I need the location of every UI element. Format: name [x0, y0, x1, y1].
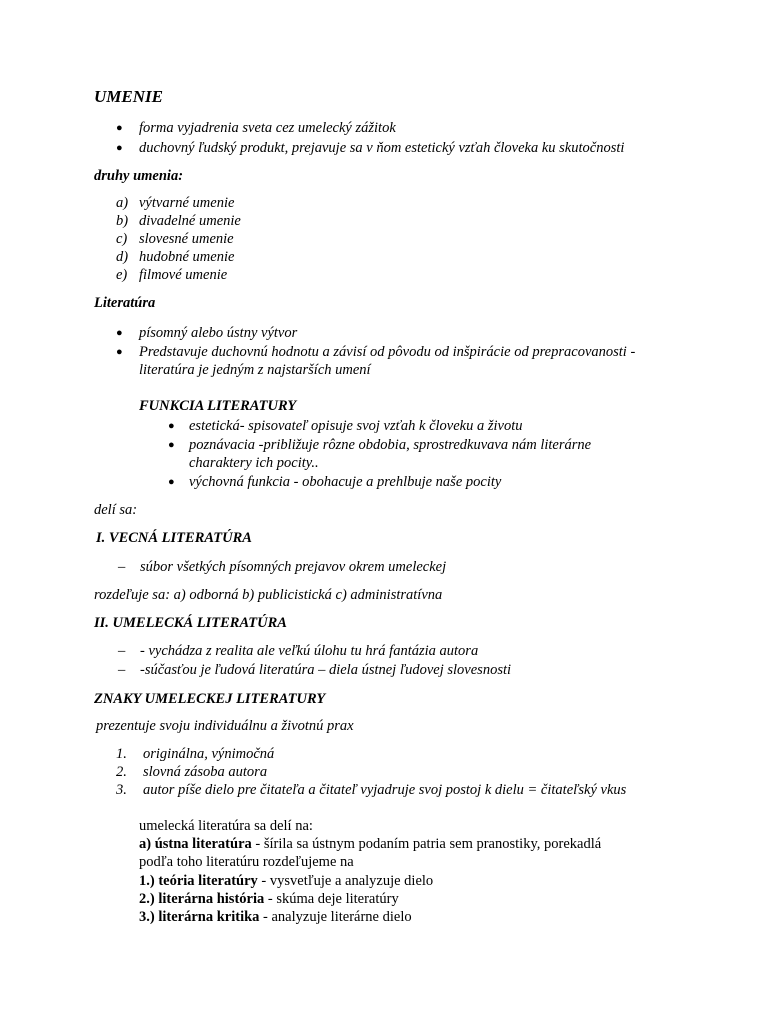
term-bold: 1.) teória literatúry: [139, 873, 258, 889]
page-title: UMENIE: [94, 87, 163, 106]
bullet-icon: ●: [116, 327, 123, 339]
list-item: estetická- spisovateľ opisuje svoj vzťah k človeku a životu: [189, 418, 523, 434]
paragraph: [139, 872, 433, 890]
list-item-continuation: literatúra je jedným z najstarších umení: [139, 362, 371, 378]
list-marker: b): [116, 213, 129, 229]
list-item: slovesné umenie: [139, 231, 234, 247]
list-marker: d): [116, 249, 129, 265]
paragraph: delí sa:: [94, 502, 138, 518]
section-heading: FUNKCIA LITERATURY: [139, 398, 297, 414]
list-marker: e): [116, 267, 128, 283]
term-bold: a) ústna literatúra: [139, 836, 252, 852]
list-item: písomný alebo ústny výtvor: [139, 325, 298, 341]
list-item: autor píše dielo pre čitateľa a čitateľ vyjadruje svoj postoj k dielu = čitateľský vkus: [143, 782, 627, 798]
list-item-continuation: charaktery ich pocity..: [189, 455, 319, 471]
list-item: duchovný ľudský produkt, prejavuje sa v ňom estetický vzťah človeka ku skutočnosti: [139, 140, 625, 156]
term-bold: 2.) literárna história: [139, 891, 265, 907]
list-item: originálna, výnimočná: [143, 746, 275, 762]
term-bold: 3.) literárna kritika: [139, 909, 260, 925]
list-item: Predstavuje duchovnú hodnotu a závisí od pôvodu od inšpirácie od prepracovanosti -: [139, 344, 636, 360]
paragraph: prezentuje svoju individuálnu a životnú prax: [96, 718, 354, 734]
list-item: výchovná funkcia - obohacuje a prehlbuje naše pocity: [189, 474, 502, 490]
list-marker: 2.: [116, 764, 127, 780]
bullet-icon: ●: [168, 476, 175, 488]
list-marker: c): [116, 231, 128, 247]
term-description: - vysvetľuje a analyzuje dielo: [257, 873, 434, 889]
section-heading: II. UMELECKÁ LITERATÚRA: [94, 615, 287, 631]
section-heading: ZNAKY UMELECKEJ LITERATURY: [94, 691, 326, 707]
list-item: - vychádza z realita ale veľkú úlohu tu hrá fantázia autora: [140, 643, 479, 659]
list-item: slovná zásoba autora: [143, 764, 268, 780]
list-item: poznávacia -približuje rôzne obdobia, sprostredkuvava nám literárne: [189, 437, 592, 453]
dash-bullet: –: [118, 559, 126, 575]
list-item: divadelné umenie: [139, 213, 241, 229]
list-item: filmové umenie: [139, 267, 228, 283]
term-description: - šírila sa ústnym podaním patria sem pranostiky, porekadlá: [251, 836, 602, 852]
paragraph: podľa toho literatúru rozdeľujeme na: [139, 854, 354, 870]
list-item: forma vyjadrenia sveta cez umelecký zážitok: [139, 120, 396, 136]
list-item: výtvarné umenie: [139, 195, 235, 211]
paragraph: umelecká literatúra sa delí na:: [139, 818, 313, 834]
paragraph: [139, 890, 399, 908]
section-heading: Literatúra: [94, 295, 156, 311]
paragraph: [139, 908, 412, 926]
term-description: - skúma deje literatúry: [264, 891, 399, 907]
list-marker: a): [116, 195, 129, 211]
list-item: súbor všetkých písomných prejavov okrem umeleckej: [140, 559, 447, 575]
list-marker: 1.: [116, 746, 127, 762]
bullet-icon: ●: [116, 142, 123, 154]
list-marker: 3.: [116, 782, 127, 798]
dash-bullet: –: [118, 662, 126, 678]
bullet-icon: ●: [116, 122, 123, 134]
section-heading: druhy umenia:: [94, 168, 184, 184]
term-description: - analyzuje literárne dielo: [259, 909, 412, 925]
paragraph: [139, 835, 601, 853]
section-heading: I. VECNÁ LITERATÚRA: [96, 530, 252, 546]
list-item: -súčasťou je ľudová literatúra – diela ústnej ľudovej slovesnosti: [140, 662, 512, 678]
paragraph: rozdeľuje sa: a) odborná b) publicistická c) administratívna: [94, 587, 443, 603]
dash-bullet: –: [118, 643, 126, 659]
list-item: hudobné umenie: [139, 249, 235, 265]
bullet-icon: ●: [168, 420, 175, 432]
bullet-icon: ●: [168, 439, 175, 451]
bullet-icon: ●: [116, 346, 123, 358]
